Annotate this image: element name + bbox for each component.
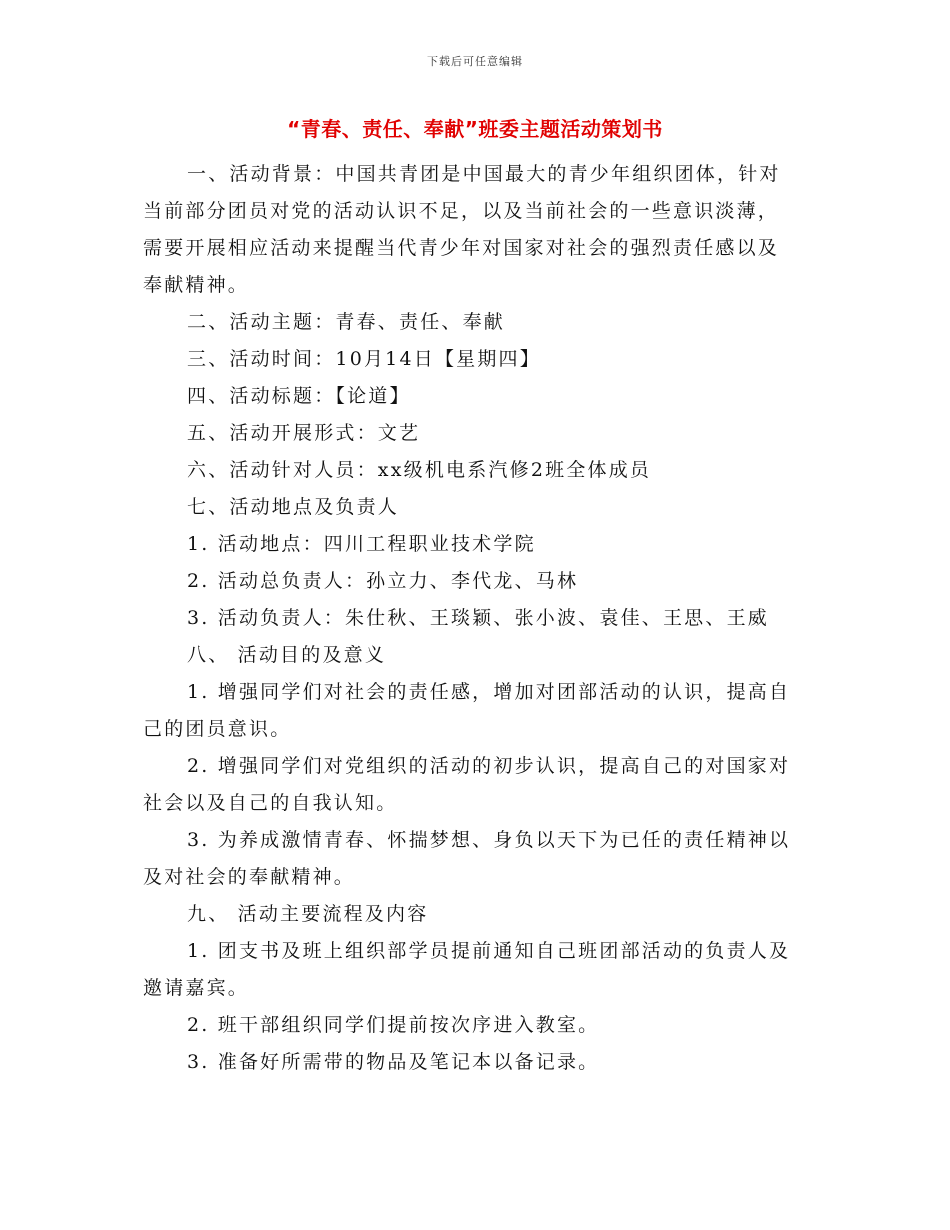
header-note: 下载后可任意编辑 <box>427 55 523 68</box>
list-item: 3. 活动负责人：朱仕秋、王琰颖、张小波、袁佳、王思、王威 <box>187 607 769 629</box>
paragraph-line: 六、活动针对人员：xx级机电系汽修2班全体成员 <box>187 459 652 481</box>
list-item: 2. 活动总负责人：孙立力、李代龙、马林 <box>187 570 579 592</box>
paragraph-line: 奉献精神。 <box>143 274 250 296</box>
paragraph-line: 七、活动地点及负责人 <box>187 496 400 518</box>
paragraph-line: 及对社会的奉献精神。 <box>143 866 356 888</box>
paragraph-line: 三、活动时间：10月14日【星期四】 <box>187 348 541 370</box>
document-title: “青春、责任、奉献”班委主题活动策划书 <box>287 117 663 141</box>
paragraph-line: 己的团员意识。 <box>143 718 292 740</box>
paragraph-line: 邀请嘉宾。 <box>143 977 250 999</box>
paragraph-line: 二、活动主题：青春、责任、奉献 <box>187 311 506 333</box>
paragraph-line: 社会以及自己的自我认知。 <box>143 792 398 814</box>
paragraph-line: 五、活动开展形式：文艺 <box>187 422 421 444</box>
list-item: 1. 团支书及班上组织部学员提前通知自己班团部活动的负责人及 <box>187 940 791 962</box>
paragraph-line: 当前部分团员对党的活动认识不足，以及当前社会的一些意识淡薄， <box>143 200 780 222</box>
list-item: 2. 班干部组织同学们提前按次序进入教室。 <box>187 1014 600 1036</box>
paragraph-line: 四、活动标题：【论道】 <box>187 385 411 407</box>
paragraph-line: 八、 活动目的及意义 <box>187 644 387 666</box>
list-item: 3. 准备好所需带的物品及笔记本以备记录。 <box>187 1051 600 1073</box>
list-item: 1. 活动地点：四川工程职业技术学院 <box>187 533 536 555</box>
paragraph-line: 需要开展相应活动来提醒当代青少年对国家对社会的强烈责任感以及 <box>143 237 780 259</box>
document-body <box>143 156 808 1081</box>
paragraph-line: 一、活动背景：中国共青团是中国最大的青少年组织团体，针对 <box>187 163 781 185</box>
list-item: 3. 为养成激情青春、怀揣梦想、身负以天下为已任的责任精神以 <box>187 829 791 851</box>
list-item: 1. 增强同学们对社会的责任感，增加对团部活动的认识，提高自 <box>187 681 791 703</box>
list-item: 2. 增强同学们对党组织的活动的初步认识，提高自己的对国家对 <box>187 755 791 777</box>
paragraph-line: 九、 活动主要流程及内容 <box>187 903 429 925</box>
